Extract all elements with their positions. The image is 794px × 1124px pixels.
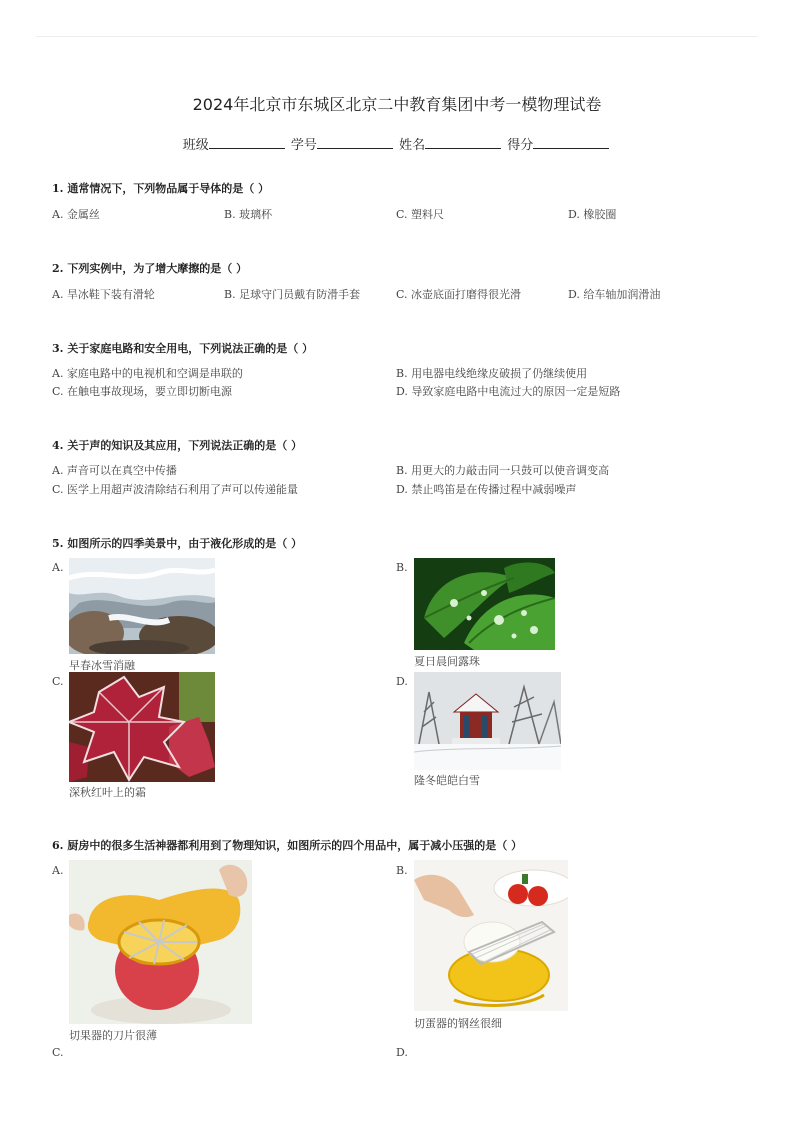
score-blank[interactable] [533, 136, 609, 149]
question-4-stem: 4. 关于声的知识及其应用，下列说法正确的是（ ） [52, 439, 303, 452]
header-divider [36, 36, 758, 37]
q6-option-a[interactable]: A. [52, 864, 64, 877]
q3-option-c[interactable]: C. 在触电事故现场，要立即切断电源 [52, 385, 233, 398]
egg-slicer-image[interactable] [414, 860, 568, 1011]
class-label: 班级 [182, 138, 209, 153]
melting-ice-image[interactable] [69, 558, 215, 654]
page-title: 2024年北京市东城区北京二中教育集团中考一模物理试卷 [192, 95, 602, 114]
q5-caption-b: 夏日晨间露珠 [414, 655, 480, 668]
q6-option-b[interactable]: B. [396, 864, 408, 877]
q5-caption-a: 早春冰雪消融 [69, 659, 135, 672]
name-blank[interactable] [425, 136, 501, 149]
apple-slicer-image[interactable] [69, 860, 252, 1024]
q5-caption-d: 隆冬皑皑白雪 [414, 774, 480, 787]
q5-option-c[interactable]: C. [52, 675, 64, 688]
question-3-stem: 3. 关于家庭电路和安全用电，下列说法正确的是（ ） [52, 342, 314, 355]
q1-option-b[interactable]: B. 玻璃杯 [224, 208, 273, 221]
q4-option-b[interactable]: B. 用更大的力敲击同一只鼓可以使音调变高 [396, 464, 610, 477]
q3-option-b[interactable]: B. 用电器电线绝缘皮破损了仍继续使用 [396, 367, 588, 380]
q5-option-a[interactable]: A. [52, 561, 64, 574]
class-blank[interactable] [209, 136, 285, 149]
q2-option-c[interactable]: C. 冰壶底面打磨得很光滑 [396, 288, 522, 301]
q2-option-b[interactable]: B. 足球守门员戴有防滑手套 [224, 288, 361, 301]
question-1-stem: 1. 通常情况下，下列物品属于导体的是（ ） [52, 182, 270, 195]
frosted-red-leaves-image[interactable] [69, 672, 215, 782]
student-info-line [0, 134, 794, 153]
question-2-stem: 2. 下列实例中，为了增大摩擦的是（ ） [52, 262, 248, 275]
name-label: 姓名 [399, 138, 426, 153]
q6-caption-a: 切果器的刀片很薄 [69, 1029, 157, 1042]
q6-option-c[interactable]: C. [52, 1046, 64, 1059]
winter-snow-pavilion-image[interactable] [414, 672, 561, 770]
q2-option-a[interactable]: A. 旱冰鞋下装有滑轮 [52, 288, 155, 301]
score-label: 得分 [507, 138, 534, 153]
student-id-blank[interactable] [317, 136, 393, 149]
q5-option-b[interactable]: B. [396, 561, 408, 574]
q6-option-d[interactable]: D. [396, 1046, 408, 1059]
q1-option-c[interactable]: C. 塑料尺 [396, 208, 445, 221]
q1-option-a[interactable]: A. 金属丝 [52, 208, 100, 221]
q5-caption-c: 深秋红叶上的霜 [69, 786, 146, 799]
q4-option-a[interactable]: A. 声音可以在真空中传播 [52, 464, 177, 477]
q5-option-d[interactable]: D. [396, 675, 408, 688]
q4-option-c[interactable]: C. 医学上用超声波清除结石利用了声可以传递能量 [52, 483, 299, 496]
question-6-stem: 6. 厨房中的很多生活神器都利用到了物理知识，如图所示的四个用品中，属于减小压强的是（ ） [52, 839, 523, 852]
q3-option-d[interactable]: D. 导致家庭电路中电流过大的原因一定是短路 [396, 385, 621, 398]
q4-option-d[interactable]: D. 禁止鸣笛是在传播过程中减弱噪声 [396, 483, 577, 496]
dewdrops-image[interactable] [414, 558, 555, 650]
student-id-label: 学号 [290, 138, 317, 153]
q2-option-d[interactable]: D. 给车轴加润滑油 [568, 288, 661, 301]
question-5-stem: 5. 如图所示的四季美景中，由于液化形成的是（ ） [52, 537, 303, 550]
q3-option-a[interactable]: A. 家庭电路中的电视机和空调是串联的 [52, 367, 243, 380]
q6-caption-b: 切蛋器的钢丝很细 [414, 1017, 502, 1030]
q1-option-d[interactable]: D. 橡胶圈 [568, 208, 617, 221]
